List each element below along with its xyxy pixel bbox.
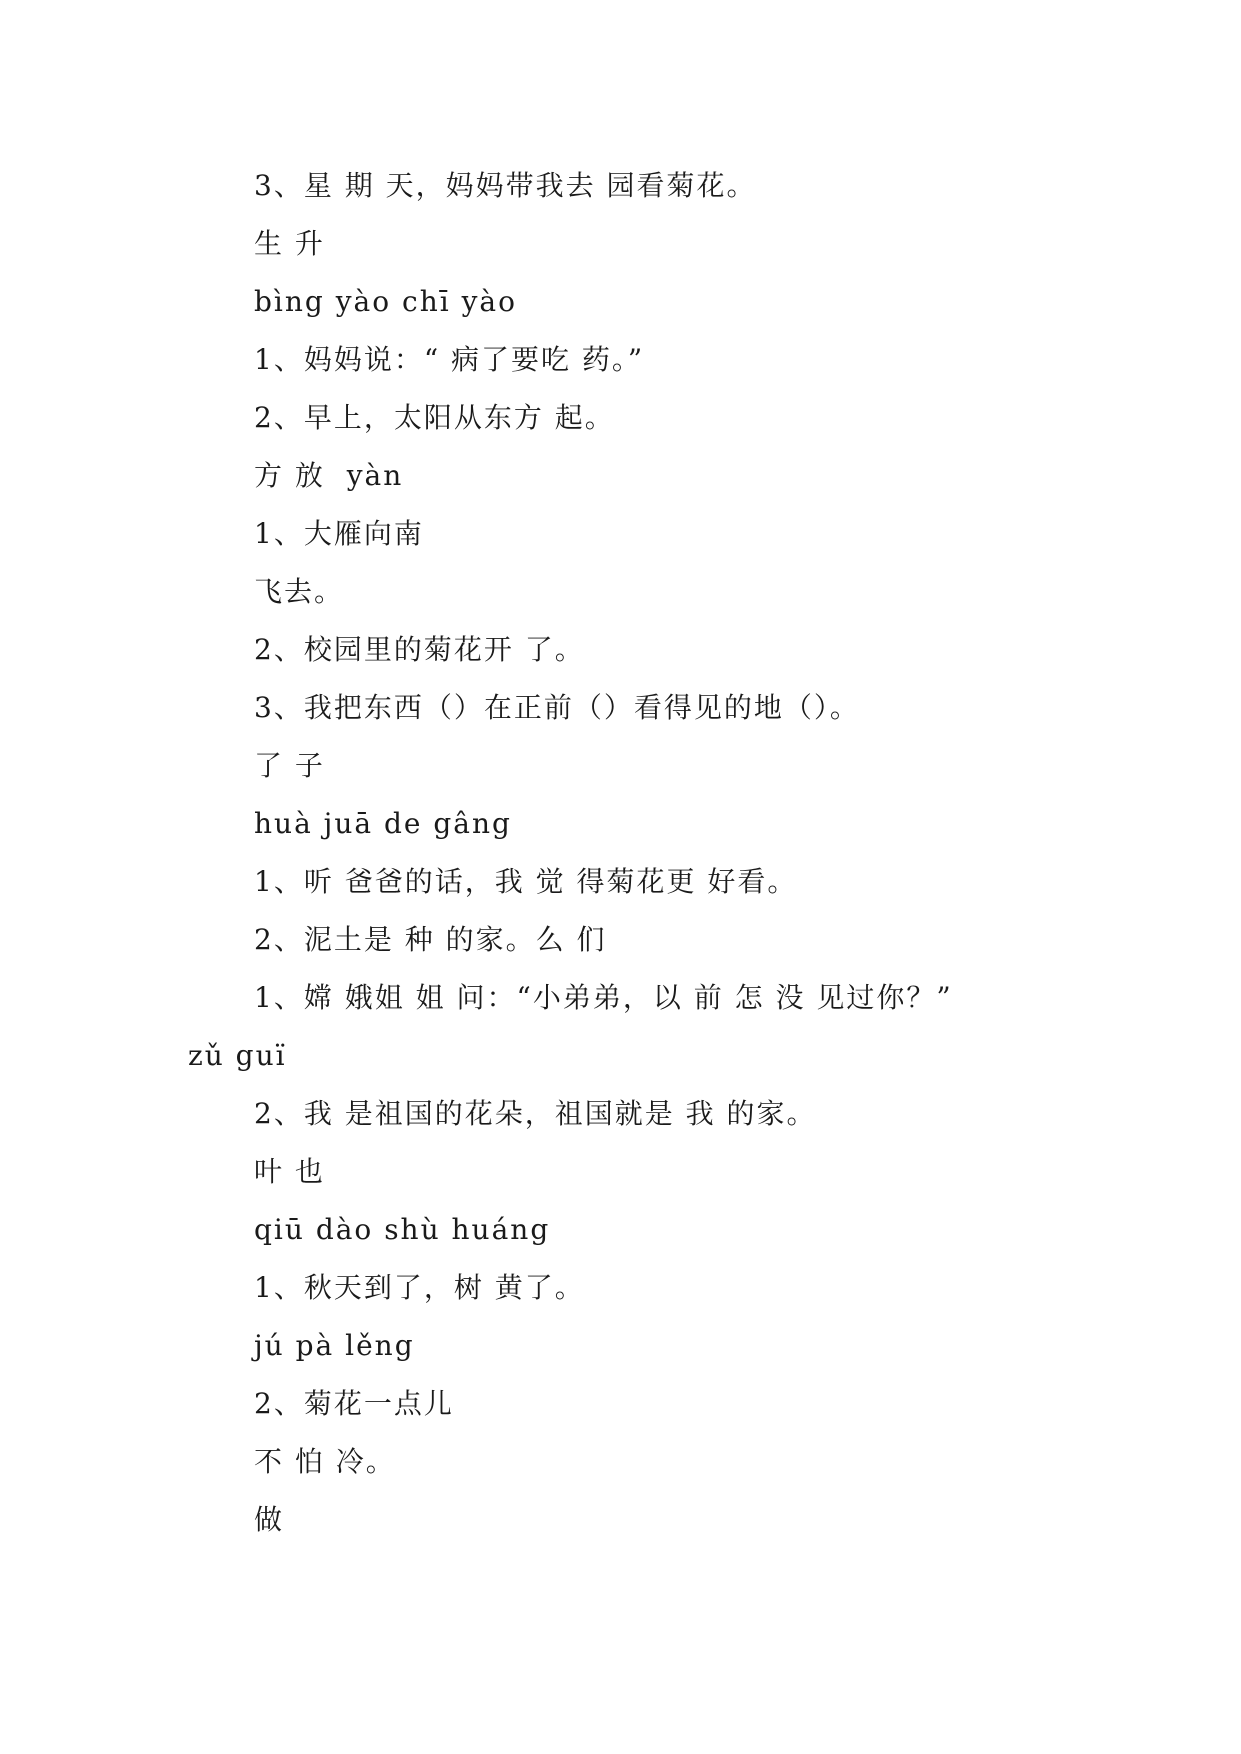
pinyin-line: qiū dào shù huáng [254,1213,551,1246]
text-line: 1、大雁向南 [254,517,424,550]
text-line: 2、早上，太阳从东方 起。 [254,401,615,434]
text-line: 1、嫦 娥姐 姐 问：“小弟弟，以 前 怎 没 见过你？” [254,981,953,1014]
text-line: 3、星 期 天，妈妈带我去 园看菊花。 [254,169,757,202]
pinyin-line: zǔ guï [188,1039,287,1072]
text-line: 2、菊花一点儿 [254,1387,454,1420]
text-line: 了 子 [254,749,325,782]
pinyin-line: jú pà lěng [254,1329,415,1362]
text-line: 飞去。 [254,575,345,608]
text-line: 1、妈妈说：“ 病了要吃 药。” [254,343,645,376]
text-line: 1、秋天到了，树 黄了。 [254,1271,585,1304]
text-line: 2、校园里的菊花开 了。 [254,633,585,666]
text-line: 叶 也 [254,1155,325,1188]
text-line: 做 [254,1503,285,1536]
text-line: 3、我把东西（）在正前（）看得见的地（）。 [254,691,860,724]
pinyin-line: bìng yào chī yào [254,285,517,318]
text-line: 不 怕 冷。 [254,1445,396,1478]
text-line: 1、听 爸爸的话，我 觉 得菊花更 好看。 [254,865,798,898]
pinyin-line: huà juā de gâng [254,807,512,840]
text-line: 方 放 yàn [254,459,404,492]
text-line: 2、泥土是 种 的家。么 们 [254,923,607,956]
text-line: 生 升 [254,227,325,260]
text-line: 2、我 是祖国的花朵，祖国就是 我 的家。 [254,1097,817,1130]
